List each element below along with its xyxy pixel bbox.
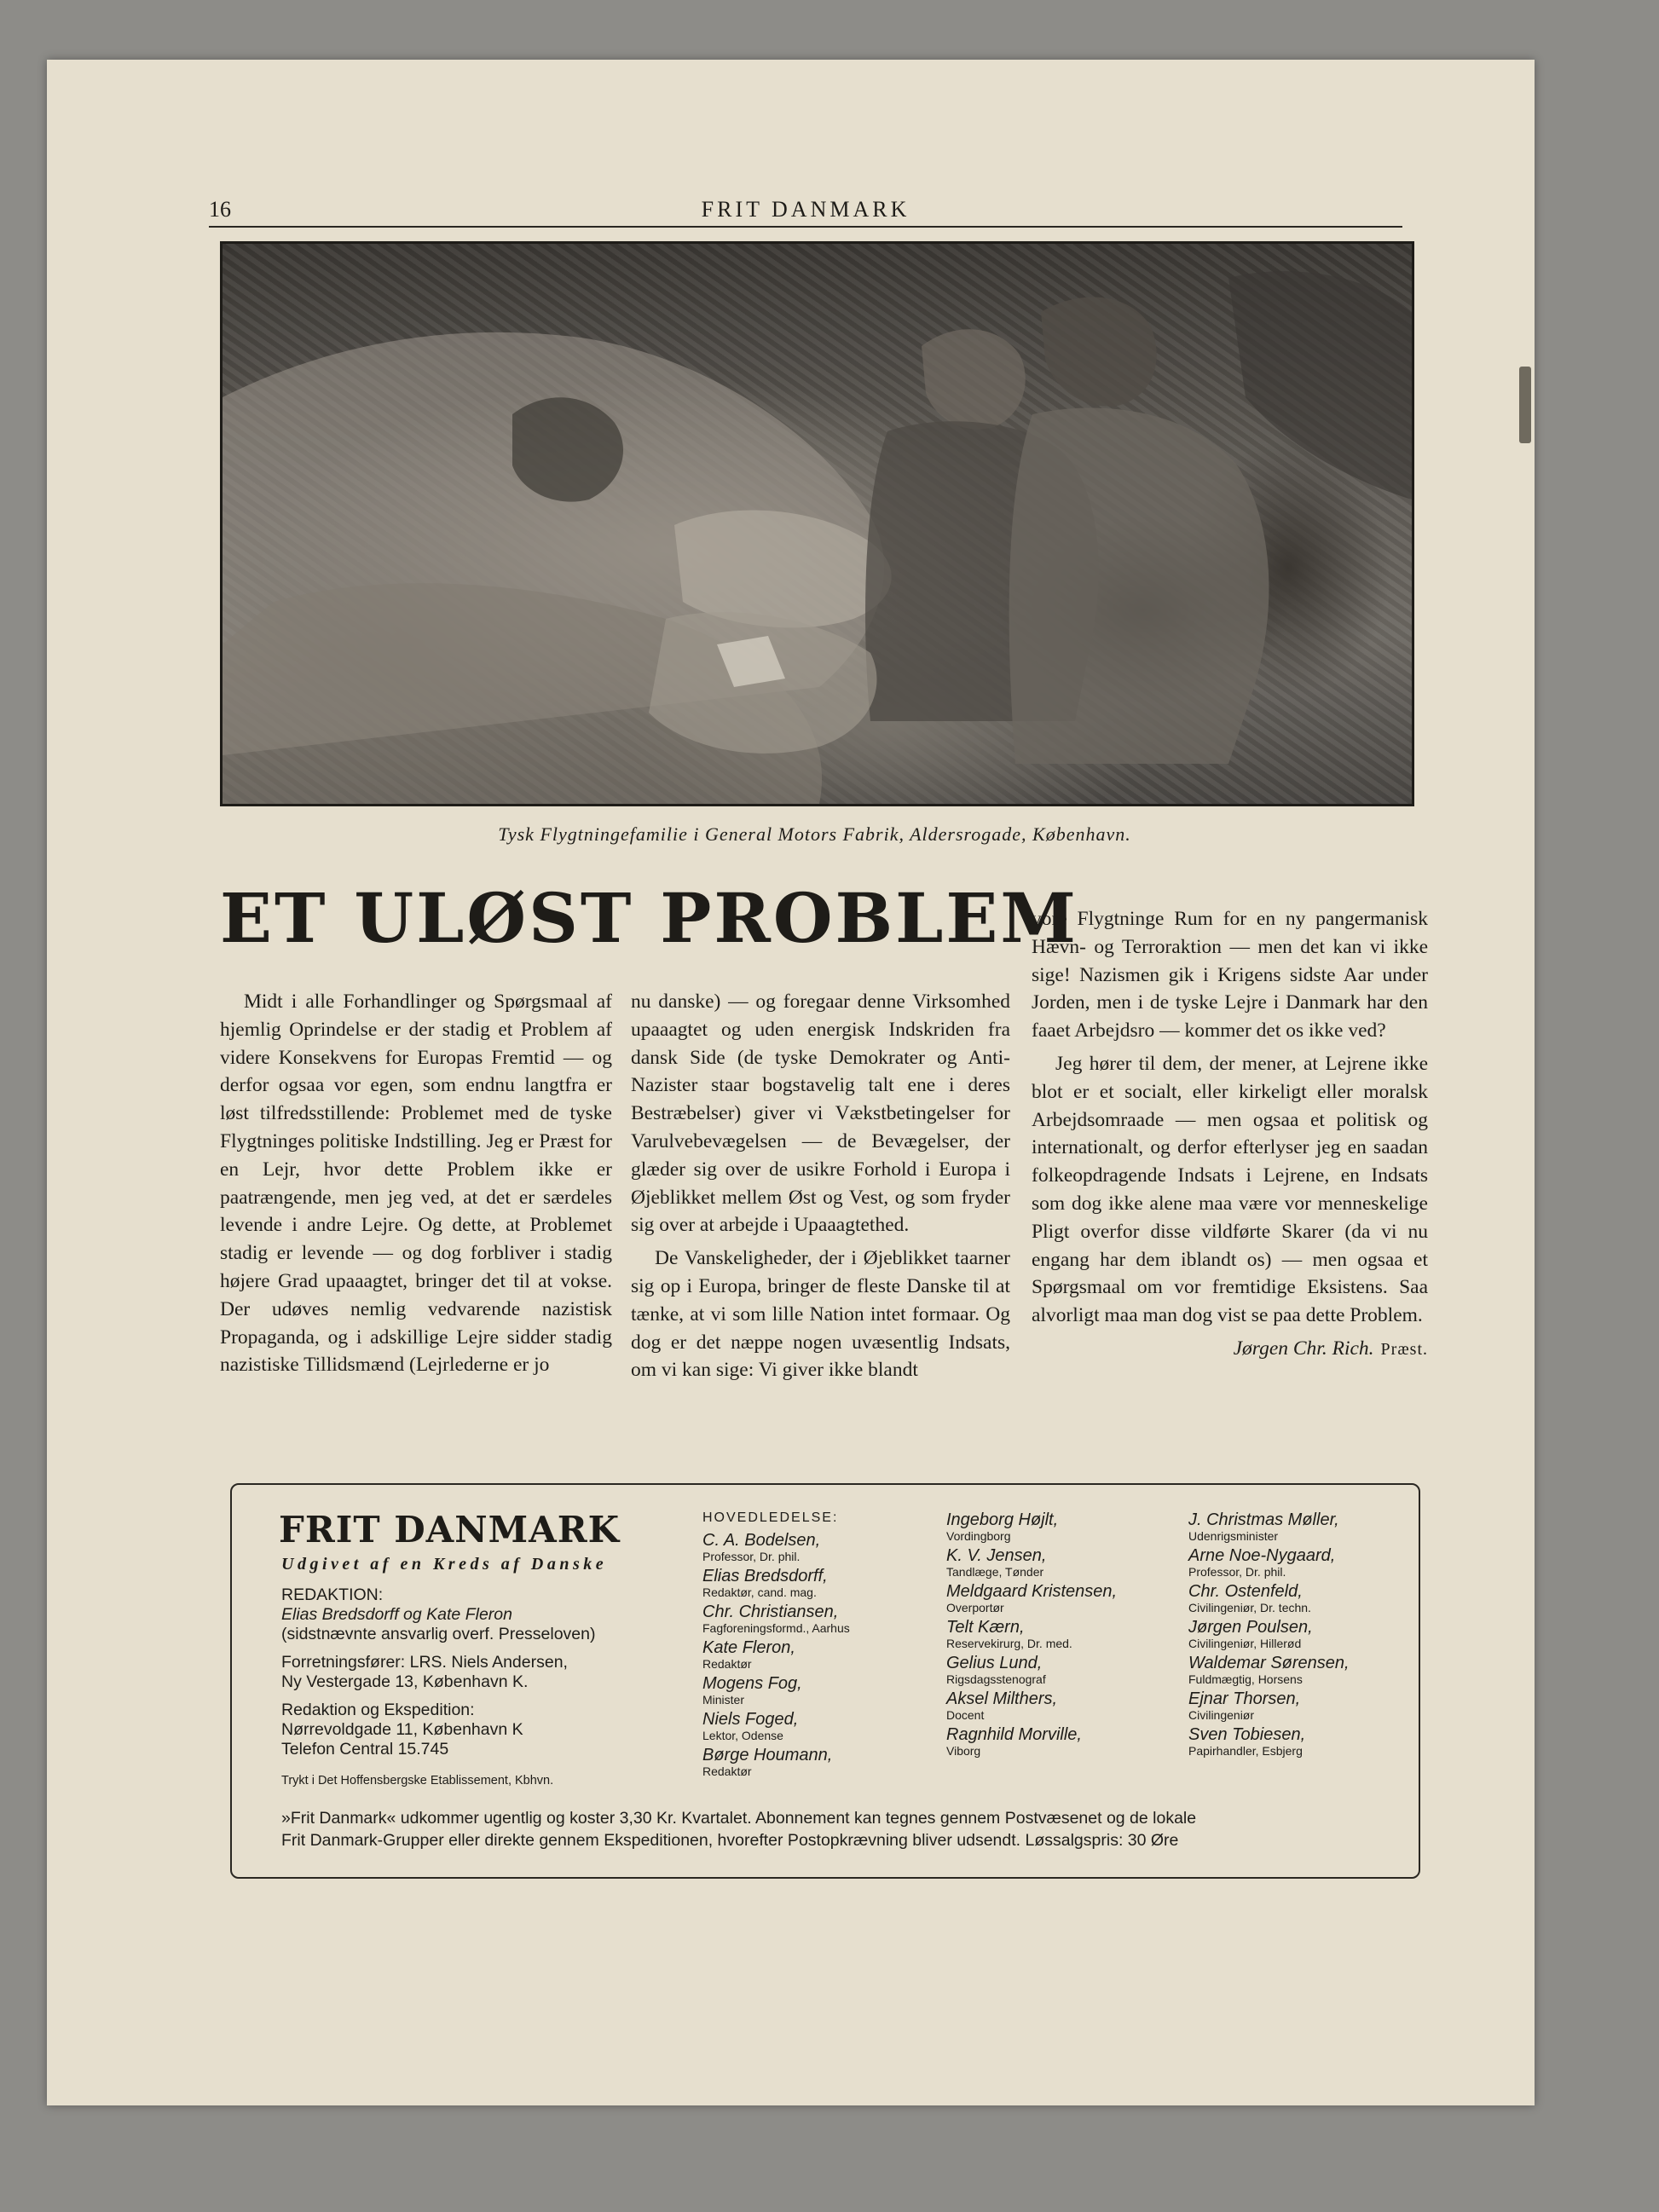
article-headline: ET ULØST PROBLEM <box>220 878 1078 958</box>
board-column-2 <box>946 1510 1117 1761</box>
article-paragraph: nu danske) — og foregaar denne Virksomhed upaaagtet og uden energisk Indskriden fra dansk Side (de tyske Demokrater og Anti-Nazister staar bogstavelig talt ene i deres Bestræbelser) giver vi Vækstbetingelser for Varulvebevægelsen — de Bevægelser, der glæder sig over de usikre Forhold i Europa i Øjeblikket mellem Øst og Vest, og som fryder sig over at arbejde i Upaaagtethed. <box>631 990 1010 1237</box>
forretning-line-1: Forretningsfører: LRS. Niels Andersen, <box>281 1653 568 1672</box>
board-member: Sven Tobiesen, Papirhandler, Esbjerg <box>1188 1725 1306 1758</box>
article-signature <box>1032 1335 1428 1364</box>
running-title: FRIT DANMARK <box>701 197 910 222</box>
article-column-3 <box>1032 905 1428 1364</box>
signature-name: Jørgen Chr. Rich. <box>1233 1337 1374 1360</box>
masthead-box <box>230 1483 1420 1879</box>
board-member: Mogens Fog, Minister <box>702 1674 802 1707</box>
board-member: Jørgen Poulsen, Civilingeniør, Hillerød <box>1188 1618 1313 1650</box>
board-member: Elias Bredsdorff, Redaktør, cand. mag. <box>702 1567 828 1599</box>
staple <box>1519 367 1531 443</box>
forretning-line-2: Ny Vestergade 13, København K. <box>281 1672 529 1691</box>
board-member: J. Christmas Møller, Udenrigsminister <box>1188 1510 1339 1543</box>
article-paragraph: De Vanskeligheder, der i Øjeblikket taarner sig op i Europa, bringer de fleste Danske til at tænke, at vi som lille Nation intet formaar. Og dog er det næppe nogen uvæsentlig Indsats, om vi kan sige: Vi giver ikke blandt <box>631 1247 1010 1382</box>
photo-illustration <box>223 244 1412 804</box>
board-member: Telt Kærn, Reservekirurg, Dr. med. <box>946 1618 1072 1650</box>
refugee-family-photo <box>220 241 1414 806</box>
masthead-subtitle: Udgivet af en Kreds af Danske <box>281 1555 608 1574</box>
board-member: Meldgaard Kristensen, Overportør <box>946 1582 1118 1614</box>
article-column-1 <box>220 988 612 1384</box>
signature-title: Præst. <box>1380 1339 1428 1359</box>
board-member: Chr. Christiansen, Fagforeningsformd., Aarhus <box>702 1603 850 1635</box>
board-member: C. A. Bodelsen, Professor, Dr. phil. <box>702 1531 821 1563</box>
subscription-info <box>281 1807 1390 1851</box>
masthead-editorial-info <box>281 1585 725 1791</box>
masthead-title: FRIT DANMARK <box>279 1509 621 1551</box>
board-member: Niels Foged, Lektor, Odense <box>702 1710 799 1742</box>
redaktion-note: (sidstnævnte ansvarlig overf. Presseloven) <box>281 1625 596 1643</box>
subscription-line-2: Frit Danmark-Grupper eller direkte gennem Ekspeditionen, hvorefter Postopkrævning bliver udsendt. Løssalgspris: 30 Øre <box>281 1831 1179 1850</box>
board-member: Waldemar Sørensen, Fuldmægtig, Horsens <box>1188 1654 1350 1686</box>
redaktion-names: Elias Bredsdorff og Kate Fleron <box>281 1605 512 1624</box>
board-member: Ingeborg Højlt, Vordingborg <box>946 1510 1059 1543</box>
printer-line: Trykt i Det Hoffensbergske Etablissement, Kbhvn. <box>281 1774 554 1788</box>
redaktion-label: REDAKTION: <box>281 1585 384 1604</box>
board-label: HOVEDLEDELSE: <box>702 1510 839 1525</box>
board-member: Ejnar Thorsen, Civilingeniør <box>1188 1689 1301 1722</box>
article-paragraph: vore Flygtninge Rum for en ny pangermanisk Hævn- og Terroraktion — men det kan vi ikke sige! Nazismen gik i Krigens sidste Aar under Jorden, men i de tyske Lejre i Danmark har den faaet Arbejdsro — kommer det os ikke ved? <box>1032 908 1428 1042</box>
board-member: Chr. Ostenfeld, Civilingeniør, Dr. techn. <box>1188 1582 1311 1614</box>
subscription-line-1: »Frit Danmark« udkommer ugentlig og koster 3,30 Kr. Kvartalet. Abonnement kan tegnes gennem Postvæsenet og de lokale <box>281 1809 1197 1828</box>
page-number: 16 <box>209 197 231 222</box>
board-member: Aksel Milthers, Docent <box>946 1689 1058 1722</box>
board-member: Arne Noe-Nygaard, Professor, Dr. phil. <box>1188 1546 1336 1579</box>
article-paragraph: Midt i alle Forhandlinger og Spørgsmaal af hjemlig Oprindelse er der stadig et Problem af videre Konsekvens for Europas Fremtid — og derfor ogsaa vor egen, som endnu langtfra er løst tilfredsstillende: Problemet med de tyske Flygtninges politiske Indstilling. Jeg er Præst for en Lejr, hvor dette Problem ikke er paatrængende, men jeg ved, at det er særdeles levende i andre Lejre. Og dette, at Problemet stadig er levende — og dog forbliver i stadig højere Grad upaaagtet, bringer det til at vokse. Der udøves nemlig vedvarende nazistisk Propaganda, og i adskillige Lejre sidder stadig nazistiske Tillidsmænd (Lejrlederne er jo <box>220 990 612 1377</box>
board-member: Kate Fleron, Redaktør <box>702 1638 795 1671</box>
board-column-3 <box>1188 1510 1350 1761</box>
article-column-2 <box>631 988 1010 1389</box>
article-paragraph: Jeg hører til dem, der mener, at Lejrene ikke blot er et socialt, eller kirkeligt eller moralsk Arbejdsomraade — men ogsaa et politisk og internationalt, og derfor efterlyser jeg en saadan folkeopdragende Indsats i Lejrene, en Indsats som dog ikke alene maa være vor menneskelige Pligt overfor disse vildførte Skarer (da vi nu engang har dem iblandt os) — men ogsaa et Spørgsmaal om vor fremtidige Eksistens. Saa alvorligt maa man dog vist se paa dette Problem. <box>1032 1052 1428 1327</box>
running-head <box>209 192 1402 228</box>
ekspedition-line-3: Telefon Central 15.745 <box>281 1740 449 1759</box>
board-member: Børge Houmann, Redaktør <box>702 1746 833 1778</box>
board-member: Gelius Lund, Rigsdagsstenograf <box>946 1654 1046 1686</box>
board-member: K. V. Jensen, Tandlæge, Tønder <box>946 1546 1047 1579</box>
ekspedition-line-2: Nørrevoldgade 11, København K <box>281 1720 523 1739</box>
photo-caption: Tysk Flygtningefamilie i General Motors Fabrik, Aldersrogade, København. <box>498 823 1131 845</box>
board-column-1 <box>702 1510 850 1782</box>
ekspedition-line-1: Redaktion og Ekspedition: <box>281 1701 475 1719</box>
board-member: Ragnhild Morville, Viborg <box>946 1725 1082 1758</box>
